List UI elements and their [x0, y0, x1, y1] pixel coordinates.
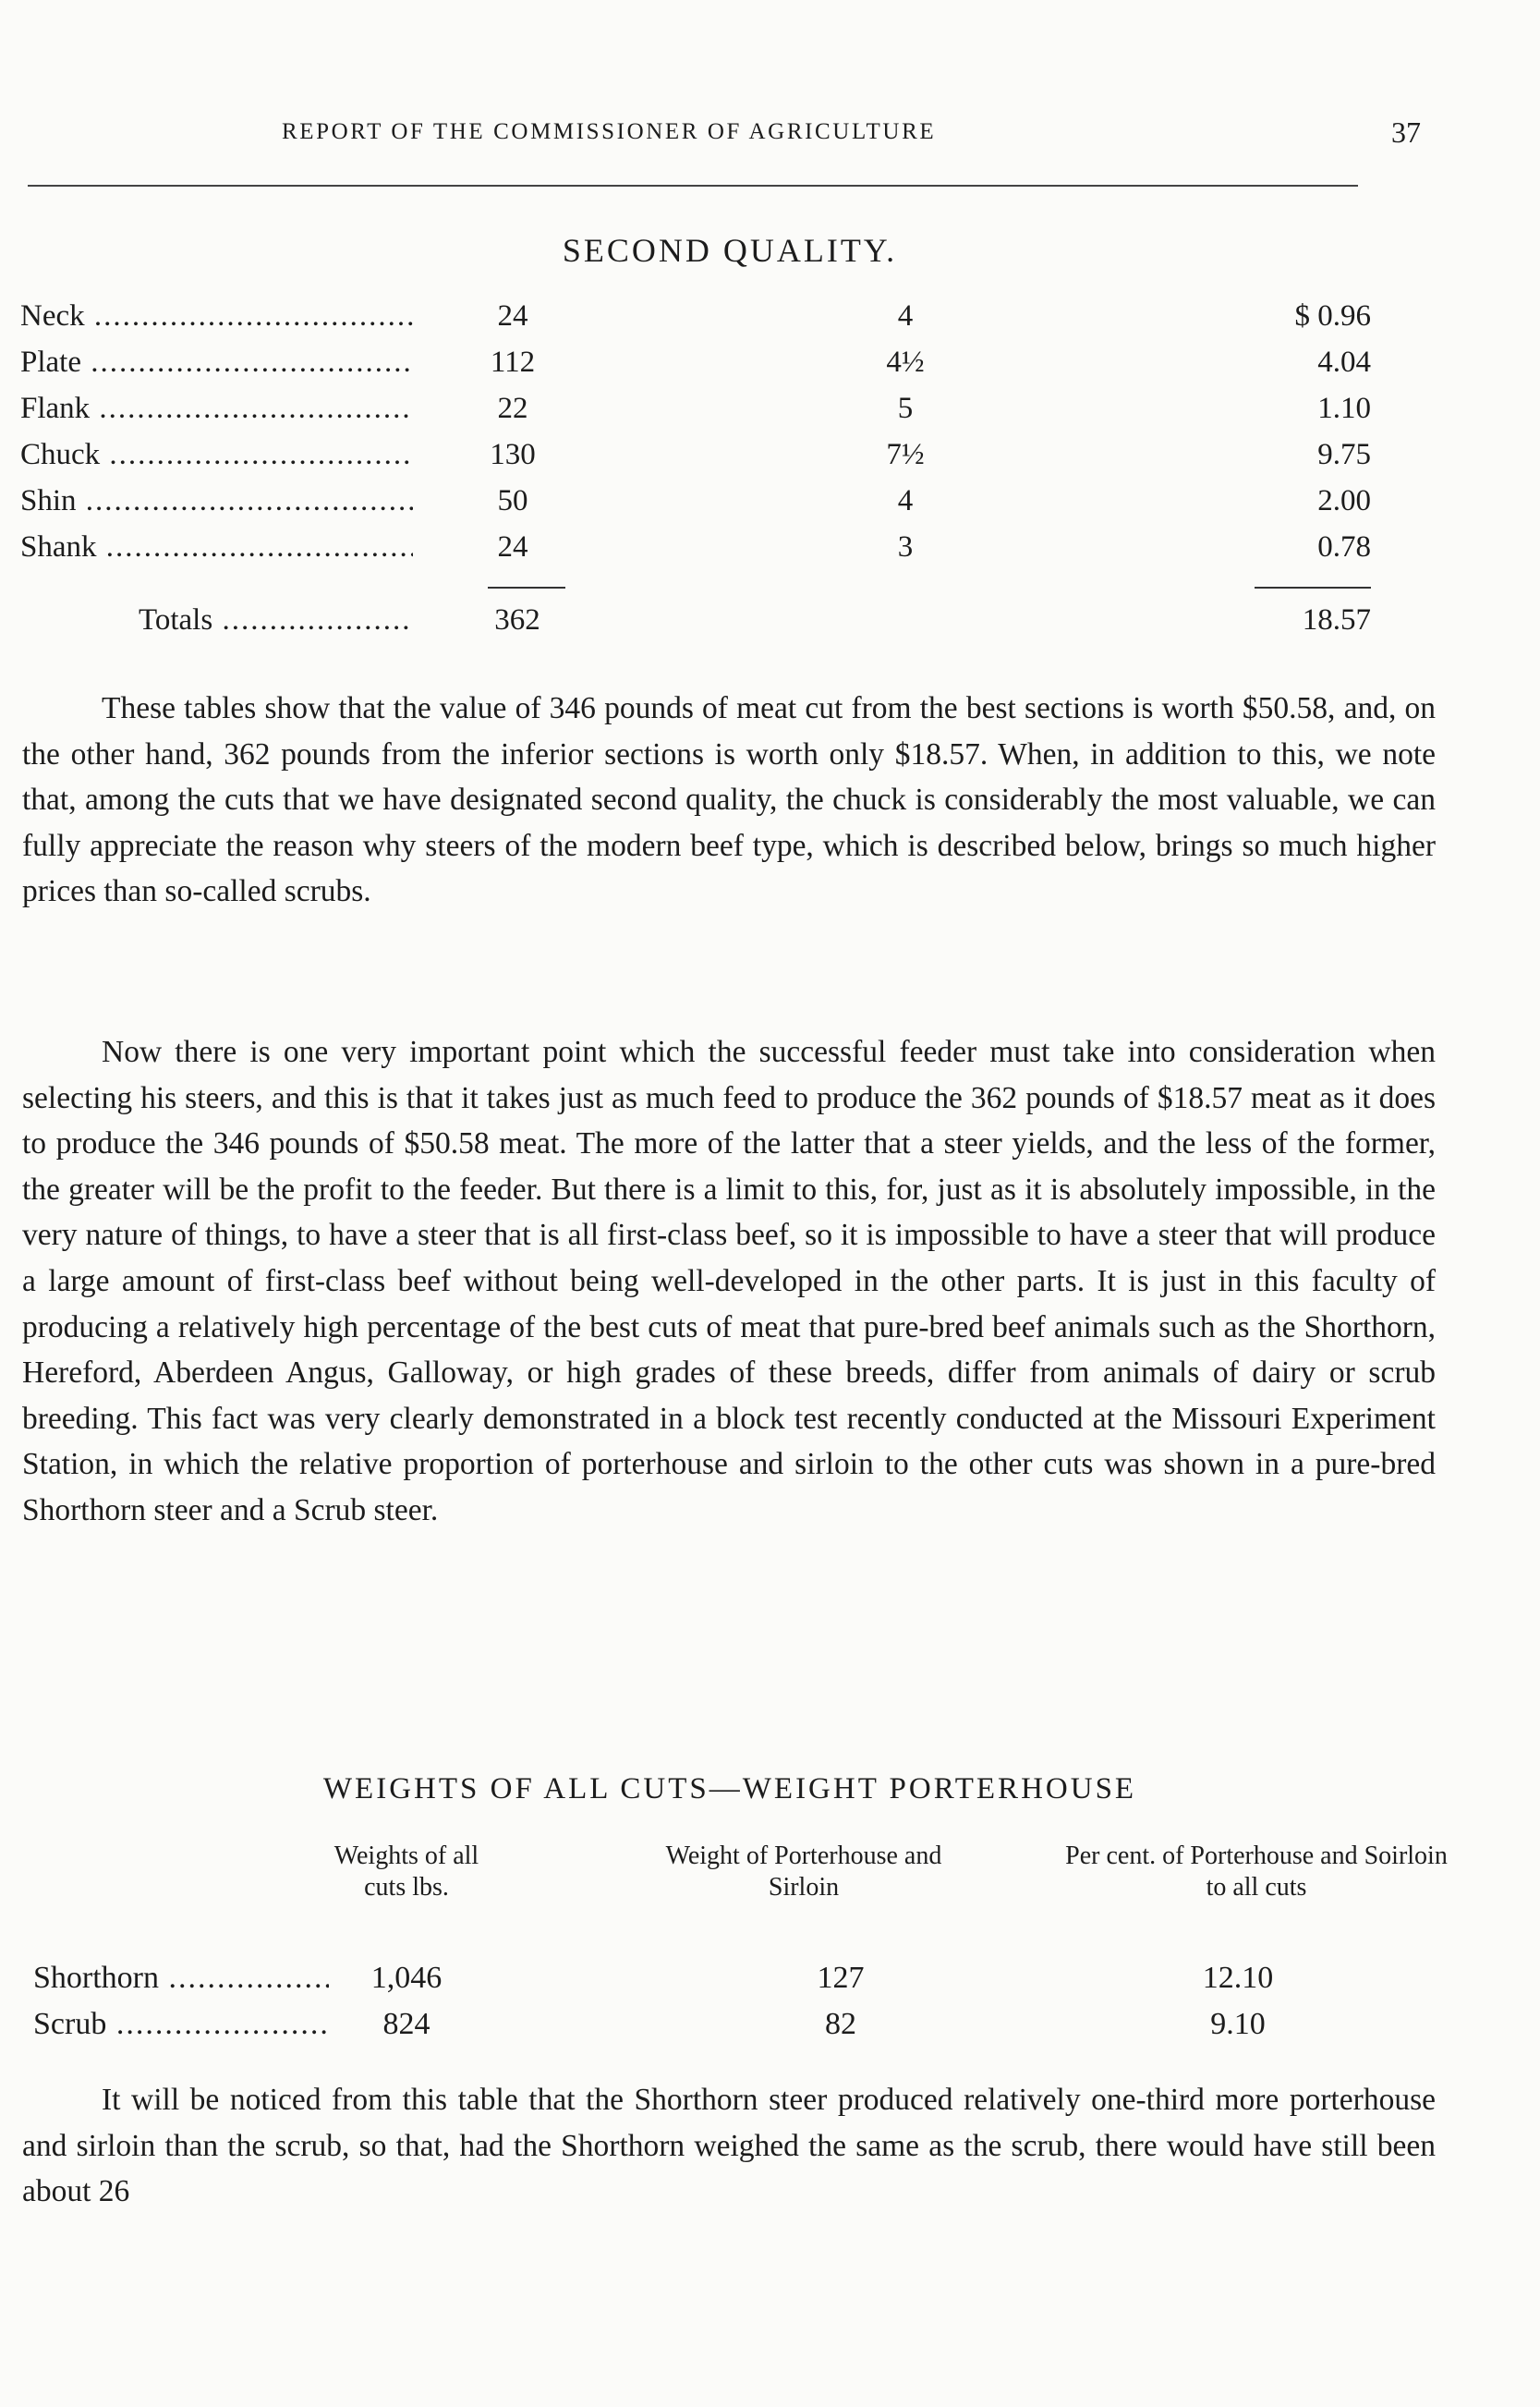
breed-name: Scrub .....: [33, 2007, 329, 2042]
weights-table-title: WEIGHTS OF ALL CUTS—WEIGHT PORTERHOUSE: [322, 1772, 1137, 1805]
running-title: REPORT OF THE COMMISSIONER OF AGRICULTURE: [282, 119, 937, 144]
breed-name: Shorthorn .....: [33, 1961, 329, 1996]
column-header-porterhouse-weight: Weight of Porterhouse and Sirloin: [665, 1842, 942, 1902]
pounds-cell: 112: [490, 346, 536, 379]
weight-all-cell: 824: [382, 2007, 430, 2041]
value-cell: 9.75: [1317, 438, 1371, 471]
pounds-cell: 50: [497, 484, 528, 517]
weight-porterhouse-cell: 82: [825, 2007, 856, 2041]
cut-name: Chuck .....: [20, 438, 413, 472]
weight-porterhouse-cell: 127: [817, 1961, 865, 1995]
body-paragraph: Now there is one very important point which the successful feeder must take into consideration when selecting his steers, and this is that it takes just as much feed to produce the 362 pounds of $18.57 meat as it does to produce the 346 pounds of $50.58 meat. The more of the latter that a steer yields, and the less of the former, the greater will be the profit to the feeder. But there is a limit to this, for, just as it is absolutely impossible, in the very nature of things, to have a steer that is all first-class beef, so it is impossible to have a steer that will produce a large amount of first-class beef without being well-developed in the other parts. It is just in this faculty of producing a relatively high percentage of the best cuts of meat that pure-bred beef animals such as the Shorthorn, Hereford, Aberdeen Angus, Galloway, or high grades of these breeds, differ from animals of dairy or scrub breeding. This fact was very clearly demonstrated in a block test recently conducted at the Missouri Experiment Station, in which the relative proportion of porterhouse and sirloin to the other cuts was shown in a pure-bred Shorthorn steer and a Scrub steer.: [22, 1035, 1436, 1527]
pounds-cell: 24: [497, 299, 528, 333]
table-row: [0, 484, 1540, 529]
pounds-sum-rule: [488, 587, 565, 589]
header-rule: [28, 185, 1358, 187]
page-number: 37: [1391, 115, 1421, 149]
percent-cell: 12.10: [1202, 1961, 1274, 1995]
value-sum-rule: [1255, 587, 1371, 589]
pounds-cell: 24: [497, 530, 528, 564]
value-cell: 0.78: [1317, 530, 1371, 564]
column-header-weights: Weights of all cuts lbs.: [333, 1842, 479, 1902]
value-cell: 2.00: [1317, 484, 1371, 517]
price-cell: 4½: [886, 346, 925, 379]
totals-label: Totals .....: [139, 603, 413, 638]
page-header: [0, 115, 1540, 152]
pounds-cell: 130: [490, 438, 536, 471]
price-cell: 4: [897, 484, 914, 517]
value-cell: $ 0.96: [1294, 299, 1371, 333]
closing-paragraph: It will be noticed from this table that the Shorthorn steer produced relatively one-third more porterhouse and sirloin than the scrub, so that, had the Shorthorn weighed the same as the scrub, there would have still been about 26: [22, 2083, 1436, 2209]
table-row: [0, 1961, 1540, 2007]
cut-name: Neck .....: [20, 299, 413, 334]
cut-name: Shank .....: [20, 530, 413, 565]
price-cell: 7½: [886, 438, 925, 471]
table-row: [0, 2007, 1540, 2053]
table-row: [0, 299, 1540, 344]
value-cell: 1.10: [1317, 392, 1371, 425]
totals-pounds: 362: [494, 603, 540, 637]
percent-cell: 9.10: [1210, 2007, 1266, 2041]
price-cell: 3: [897, 530, 914, 564]
price-cell: 4: [897, 299, 914, 333]
column-header-percent: Per cent. of Porterhouse and Soirloin to all cuts: [1065, 1842, 1448, 1902]
cut-name: Plate .....: [20, 346, 413, 380]
pounds-cell: 22: [497, 392, 528, 425]
value-cell: 4.04: [1317, 346, 1371, 379]
totals-value: 18.57: [1302, 603, 1371, 637]
cut-name: Shin .....: [20, 484, 413, 518]
second-quality-title: SECOND QUALITY.: [562, 232, 898, 269]
weight-all-cell: 1,046: [370, 1961, 443, 1995]
price-cell: 5: [897, 392, 914, 425]
body-paragraph: These tables show that the value of 346 pounds of meat cut from the best sections is worth $50.58, and, on the other hand, 362 pounds from the inferior sections is worth only $18.57. When, in addition to this, we note that, among the cuts that we have designated second quality, the chuck is considerably the most valuable, we can fully appreciate the reason why steers of the modern beef type, which is described below, brings so much higher prices than so-called scrubs.: [22, 691, 1436, 909]
cut-name: Flank .....: [20, 392, 413, 426]
table-row: [0, 346, 1540, 390]
table-row: [0, 438, 1540, 482]
table-row: [0, 392, 1540, 436]
table-row: [0, 530, 1540, 575]
